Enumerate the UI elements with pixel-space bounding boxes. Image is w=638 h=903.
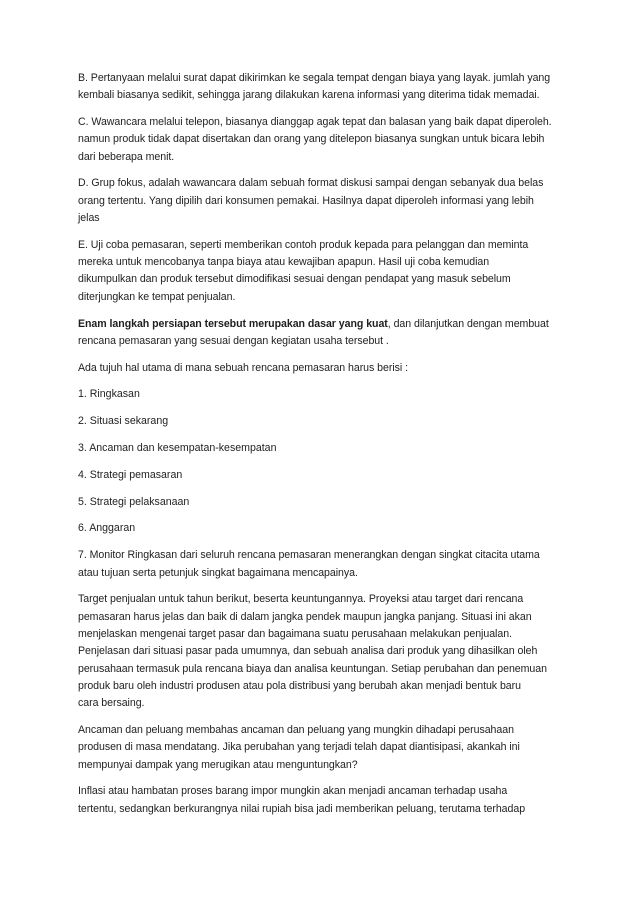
paragraph-monitor [78,547,568,582]
text-line: rencana pemasaran yang sesuai dengan kegiatan usaha tersebut . [78,334,389,347]
text-line: dikumpulkan dan produk tersebut dimodifikasi sesuai dengan pendapat yang masuk sebelum [78,273,511,286]
list-item: 2. Situasi sekarang [78,415,169,428]
list-item: 3. Ancaman dan kesempatan-kesempatan [78,442,277,455]
text-line: D. Grup fokus, adalah wawancara dalam sebuah format diskusi sampai dengan sebanyak dua belas [78,177,544,190]
text-line: jelas [78,212,100,225]
summary-rest: , dan dilanjutkan dengan membuat [387,317,549,330]
paragraph-d [78,175,568,227]
paragraph-ancaman [78,722,568,774]
list-item: 1. Ringkasan [78,388,140,401]
list-item: 5. Strategi pelaksanaan [78,495,190,508]
text-line: mereka untuk mencobanya tanpa biaya atau kewajiban apapun. Hasil uji coba kemudian [78,256,490,269]
text-line: mempunyai dampak yang merugikan atau menguntungkan? [78,758,358,771]
text-line: perusahaan termasuk pula rencana biaya dan analisa keuntungan. Setiap perubahan dan penemuan [78,662,547,675]
text-line: menjelaskan mengenai target pasar dan bagaimana suatu perusahaan melakukan penjualan. [78,627,512,640]
text-line [78,316,568,333]
text-line: C. Wawancara melalui telepon, biasanya dianggap agak tepat dan balasan yang baik dapat diperoleh. [78,116,552,129]
text-line: E. Uji coba pemasaran, seperti memberikan contoh produk kepada para pelanggan dan meminta [78,238,529,251]
text-line: produsen di masa mendatang. Jika perubahan yang terjadi telah dapat diantisipasi, akankah ini [78,741,520,754]
paragraph-target [78,591,568,712]
text-line: produk baru oleh industri produsen atau pola distribusi yang berubah akan menjadi bentuk baru [78,679,521,692]
text-line: B. Pertanyaan melalui surat dapat dikirimkan ke segala tempat dengan biaya yang layak. jumlah yang [78,72,551,84]
text-line: kembali biasanya sedikit, sehingga jarang dilakukan karena informasi yang diterima tidak memadai. [78,89,540,102]
text-line: pemasaran harus jelas dan baik di dalam jangka pendek maupun jangka panjang. Situasi ini akan [78,610,532,623]
text-line: atau tujuan serta petunjuk singkat bagaimana mencapainya. [78,566,358,579]
bold-statement: Enam langkah persiapan tersebut merupakan dasar yang kuat [78,317,388,330]
text-line: orang tertentu. Yang dipilih dari konsumen pemakai. Hasilnya dapat diperoleh informasi yang lebih [78,194,534,207]
text-line: Ada tujuh hal utama di mana sebuah rencana pemasaran harus berisi : [78,361,408,374]
text-line: Target penjualan untuk tahun berikut, beserta keuntungannya. Proyeksi atau target dari rencana [78,593,524,606]
intro-paragraph [78,360,568,377]
paragraph-c [78,114,568,166]
text-line: dari beberapa menit. [78,150,175,163]
list-item: 6. Anggaran [78,522,136,535]
text-line: 7. Monitor Ringkasan dari seluruh rencana pemasaran menerangkan dengan singkat citacita utama [78,549,540,562]
paragraph-inflasi [78,783,568,818]
document-page [78,70,568,827]
list-item: 4. Strategi pemasaran [78,468,183,481]
text-line: Penjelasan dari situasi pasar pada umumnya, dan sebuah analisa dari produk yang dihasilkan oleh [78,645,538,658]
text-line: diterjungkan ke tempat penjualan. [78,290,236,303]
paragraph-b [78,70,568,105]
summary-paragraph [78,316,568,351]
text-line: Ancaman dan peluang membahas ancaman dan peluang yang mungkin dihadapi perusahaan [78,723,514,736]
text-line: tertentu, sedangkan berkurangnya nilai rupiah bisa jadi memberikan peluang, terutama terhadap [78,802,526,815]
text-line: Inflasi atau hambatan proses barang impor mungkin akan menjadi ancaman terhadap usaha [78,785,508,798]
text-line: cara bersaing. [78,697,145,710]
paragraph-e [78,237,568,306]
text-line: namun produk tidak dapat disertakan dan orang yang ditelepon biasanya sungkan untuk bicara lebih [78,133,545,146]
